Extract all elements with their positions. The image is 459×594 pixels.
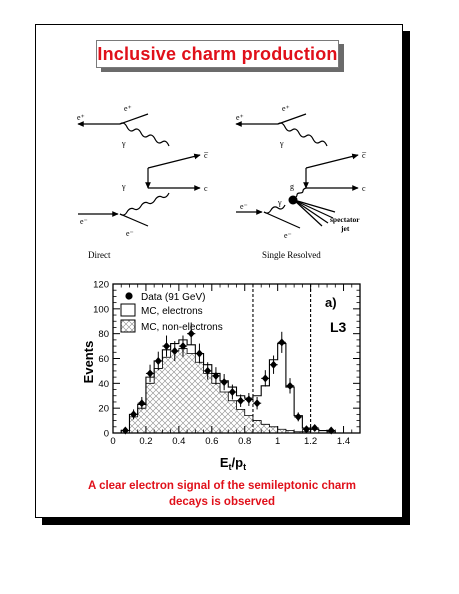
y-tick-label: 60	[98, 354, 109, 365]
res-label-e-minus-out: e⁻	[284, 231, 292, 240]
data-point	[262, 374, 269, 382]
label-e-plus-in: e⁺	[77, 113, 85, 122]
data-point	[196, 350, 203, 358]
res-label-e-plus-in: e⁺	[236, 113, 244, 122]
x-tick-label: 0	[110, 436, 116, 447]
resolved-caption: Single Resolved	[262, 250, 321, 260]
x-axis-label-main: E	[219, 455, 229, 470]
legend-mc-electrons-marker	[121, 304, 135, 316]
data-point	[147, 369, 154, 377]
y-tick-label: 20	[98, 403, 109, 415]
caption-line-2: decays is observed	[168, 496, 276, 508]
data-point	[245, 395, 252, 403]
y-tick-label: 0	[103, 428, 109, 440]
data-point	[270, 361, 277, 369]
res-label-gamma-bottom: γ	[278, 198, 282, 207]
legend-data-label: Data (91 GeV)	[141, 292, 206, 303]
direct-caption: Direct	[88, 250, 111, 260]
label-c: c	[204, 184, 208, 193]
legend	[121, 292, 223, 333]
x-axis-label-sep: /p	[231, 455, 244, 470]
label-e-minus-in: e⁻	[80, 217, 88, 226]
legend-mc-non-electrons-marker	[121, 320, 135, 332]
y-tick-label: 80	[98, 329, 109, 341]
y-tick-label: 120	[93, 279, 109, 291]
spectator-label-2: jet	[341, 224, 350, 233]
x-tick-label: 1.4	[336, 436, 351, 447]
caption	[52, 478, 392, 510]
label-e-minus-out: e⁻	[126, 229, 134, 238]
label-c-bar: c̅	[204, 151, 208, 160]
res-label-gamma-top: γ	[280, 139, 284, 148]
y-tick-label: 100	[93, 304, 109, 316]
data-point	[163, 342, 170, 350]
x-axis-label-sub1: t	[228, 462, 232, 472]
label-gamma-bottom: γ	[122, 182, 126, 191]
data-point	[229, 388, 236, 396]
caption-line-1: A clear electron signal of the semileptonic charm	[88, 480, 356, 492]
data-point	[138, 399, 145, 407]
x-axis-label	[220, 455, 246, 472]
x-tick-label: 1	[275, 436, 281, 447]
y-axis-label: Events	[81, 340, 96, 384]
legend-data-marker	[125, 292, 132, 299]
x-tick-label: 0.4	[172, 436, 186, 447]
data-point	[311, 424, 318, 432]
res-label-e-minus-in: e⁻	[240, 202, 248, 211]
x-tick-label: 0.8	[238, 436, 252, 447]
x-tick-label: 0.2	[139, 436, 153, 447]
data-point	[295, 413, 302, 421]
panel-label: a)	[325, 295, 337, 310]
x-tick-label: 0.6	[205, 436, 219, 447]
data-point	[155, 357, 162, 365]
x-axis-label-sub2: t	[243, 462, 247, 472]
x-tick-label: 1.2	[303, 436, 318, 447]
data-point	[237, 397, 244, 405]
res-label-g: g	[290, 182, 294, 191]
res-label-c: c	[362, 184, 366, 193]
legend-mc-electrons-label: MC, electrons	[141, 306, 203, 317]
res-label-e-plus-out: e⁺	[282, 104, 290, 113]
res-label-c-bar: c̅	[362, 151, 366, 160]
label-e-plus-out: e⁺	[124, 104, 132, 113]
data-point	[287, 382, 294, 390]
slide-title: Inclusive charm production	[97, 43, 338, 64]
data-point	[221, 378, 228, 386]
experiment-label: L3	[330, 319, 347, 335]
label-gamma-top: γ	[122, 139, 126, 148]
spectator-label-1: spectator	[330, 215, 360, 224]
legend-mc-non-electrons-label: MC, non-electrons	[141, 322, 223, 333]
data-point	[254, 399, 261, 407]
cut-lines	[253, 284, 311, 433]
y-tick-label: 40	[98, 378, 109, 390]
data-point	[278, 338, 285, 346]
